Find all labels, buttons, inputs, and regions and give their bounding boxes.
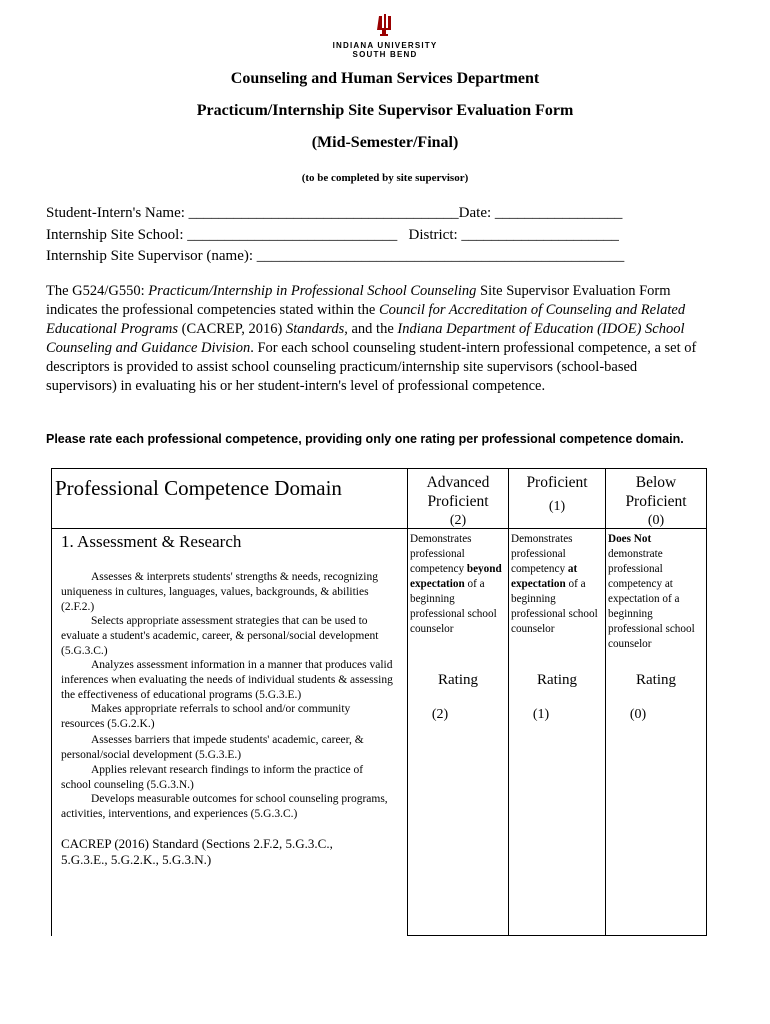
col-proficient-header: Proficient (1)	[526, 474, 588, 514]
item-4: Makes appropriate referrals to school and/or community resources (5.G.2.K.)	[61, 703, 351, 730]
rating-label-proficient: Rating	[537, 672, 577, 688]
desc-below: Does Not demonstrate professional competency at expectation of a beginning professional school counselor	[608, 533, 695, 650]
university-logo	[0, 14, 770, 59]
section-title: 1. Assessment & Research	[61, 532, 242, 551]
item-1: Assesses & interprets students' strengths & needs, recognizing uniqueness in cultures, languages, values, backgrounds, & abilities (2.F.2.)	[61, 571, 378, 613]
form-type: (Mid-Semester/Final)	[311, 134, 459, 151]
rating-option-below[interactable]: (0)	[629, 707, 647, 722]
department-title: Counseling and Human Services Department	[230, 70, 540, 87]
col-advanced-header: Advanced Proficient (2)	[426, 474, 490, 528]
student-name-date-field[interactable]: Student-Intern's Name: ____________________________________Date: _________________	[46, 205, 623, 221]
form-note: (to be completed by site supervisor)	[301, 172, 469, 184]
intro-paragraph: The G524/G550: Practicum/Internship in Professional School Counseling Site Supervisor Evaluation Form indicates the professional competencies stated within the Council for Accreditation of Counseling and Related Educational Programs (CACREP, 2016) Standards, and the Indiana Department of Education (IDOE) School Counseling and Guidance Division. For each school counseling student-intern professional competence, a set of descriptors is provided to assist school counseling practicum/internship site supervisors (school-based supervisors) in evaluating his or her student-intern's level of professional competence.	[46, 283, 697, 394]
site-school-district-field[interactable]: Internship Site School: ____________________________ District: _____________________	[46, 227, 619, 243]
rating-option-advanced[interactable]: (2)	[431, 707, 449, 722]
item-5: Assesses barriers that impede students' academic, career, & personal/social development (5.G.3.E.)	[61, 734, 364, 761]
desc-proficient: Demonstrates professional competency at expectation of a beginning professional school counselor	[511, 533, 598, 635]
item-2: Selects appropriate assessment strategies that can be used to evaluate a student's academic, career, & personal/social development (5.G.3.C.)	[61, 615, 379, 657]
logo-line-2: SOUTH BEND	[352, 50, 418, 59]
competence-table	[51, 468, 707, 936]
domain-header: Professional Competence Domain	[55, 476, 342, 500]
site-supervisor-field[interactable]: Internship Site Supervisor (name): _________________________________________________	[46, 248, 625, 264]
item-3: Analyzes assessment information in a manner that produces valid inferences when evaluating the needs of individual students & assessing the effectiveness of educational programs (5.G.3.E.)	[61, 659, 393, 701]
rating-label-advanced: Rating	[438, 672, 478, 688]
item-7: Develops measurable outcomes for school counseling programs, activities, interventions, and experiences (5.G.3.C.)	[61, 793, 388, 820]
trident-logo-icon	[376, 14, 394, 36]
cacrep-standard: CACREP (2016) Standard (Sections 2.F.2, 5.G.3.C., 5.G.3.E., 5.G.2.K., 5.G.3.N.)	[61, 836, 333, 867]
form-title: Practicum/Internship Site Supervisor Evaluation Form	[196, 102, 574, 119]
rating-label-below: Rating	[636, 672, 676, 688]
rating-option-proficient[interactable]: (1)	[532, 707, 550, 722]
rating-instruction: Please rate each professional competence, providing only one rating per professional competence domain.	[46, 432, 684, 446]
desc-advanced: Demonstrates professional competency beyond expectation of a beginning professional school counselor	[410, 533, 502, 635]
item-6: Applies relevant research findings to inform the practice of school counseling (5.G.3.N.)	[61, 764, 364, 791]
logo-line-1: INDIANA UNIVERSITY	[332, 41, 438, 50]
col-below-header: Below Proficient (0)	[625, 474, 687, 528]
